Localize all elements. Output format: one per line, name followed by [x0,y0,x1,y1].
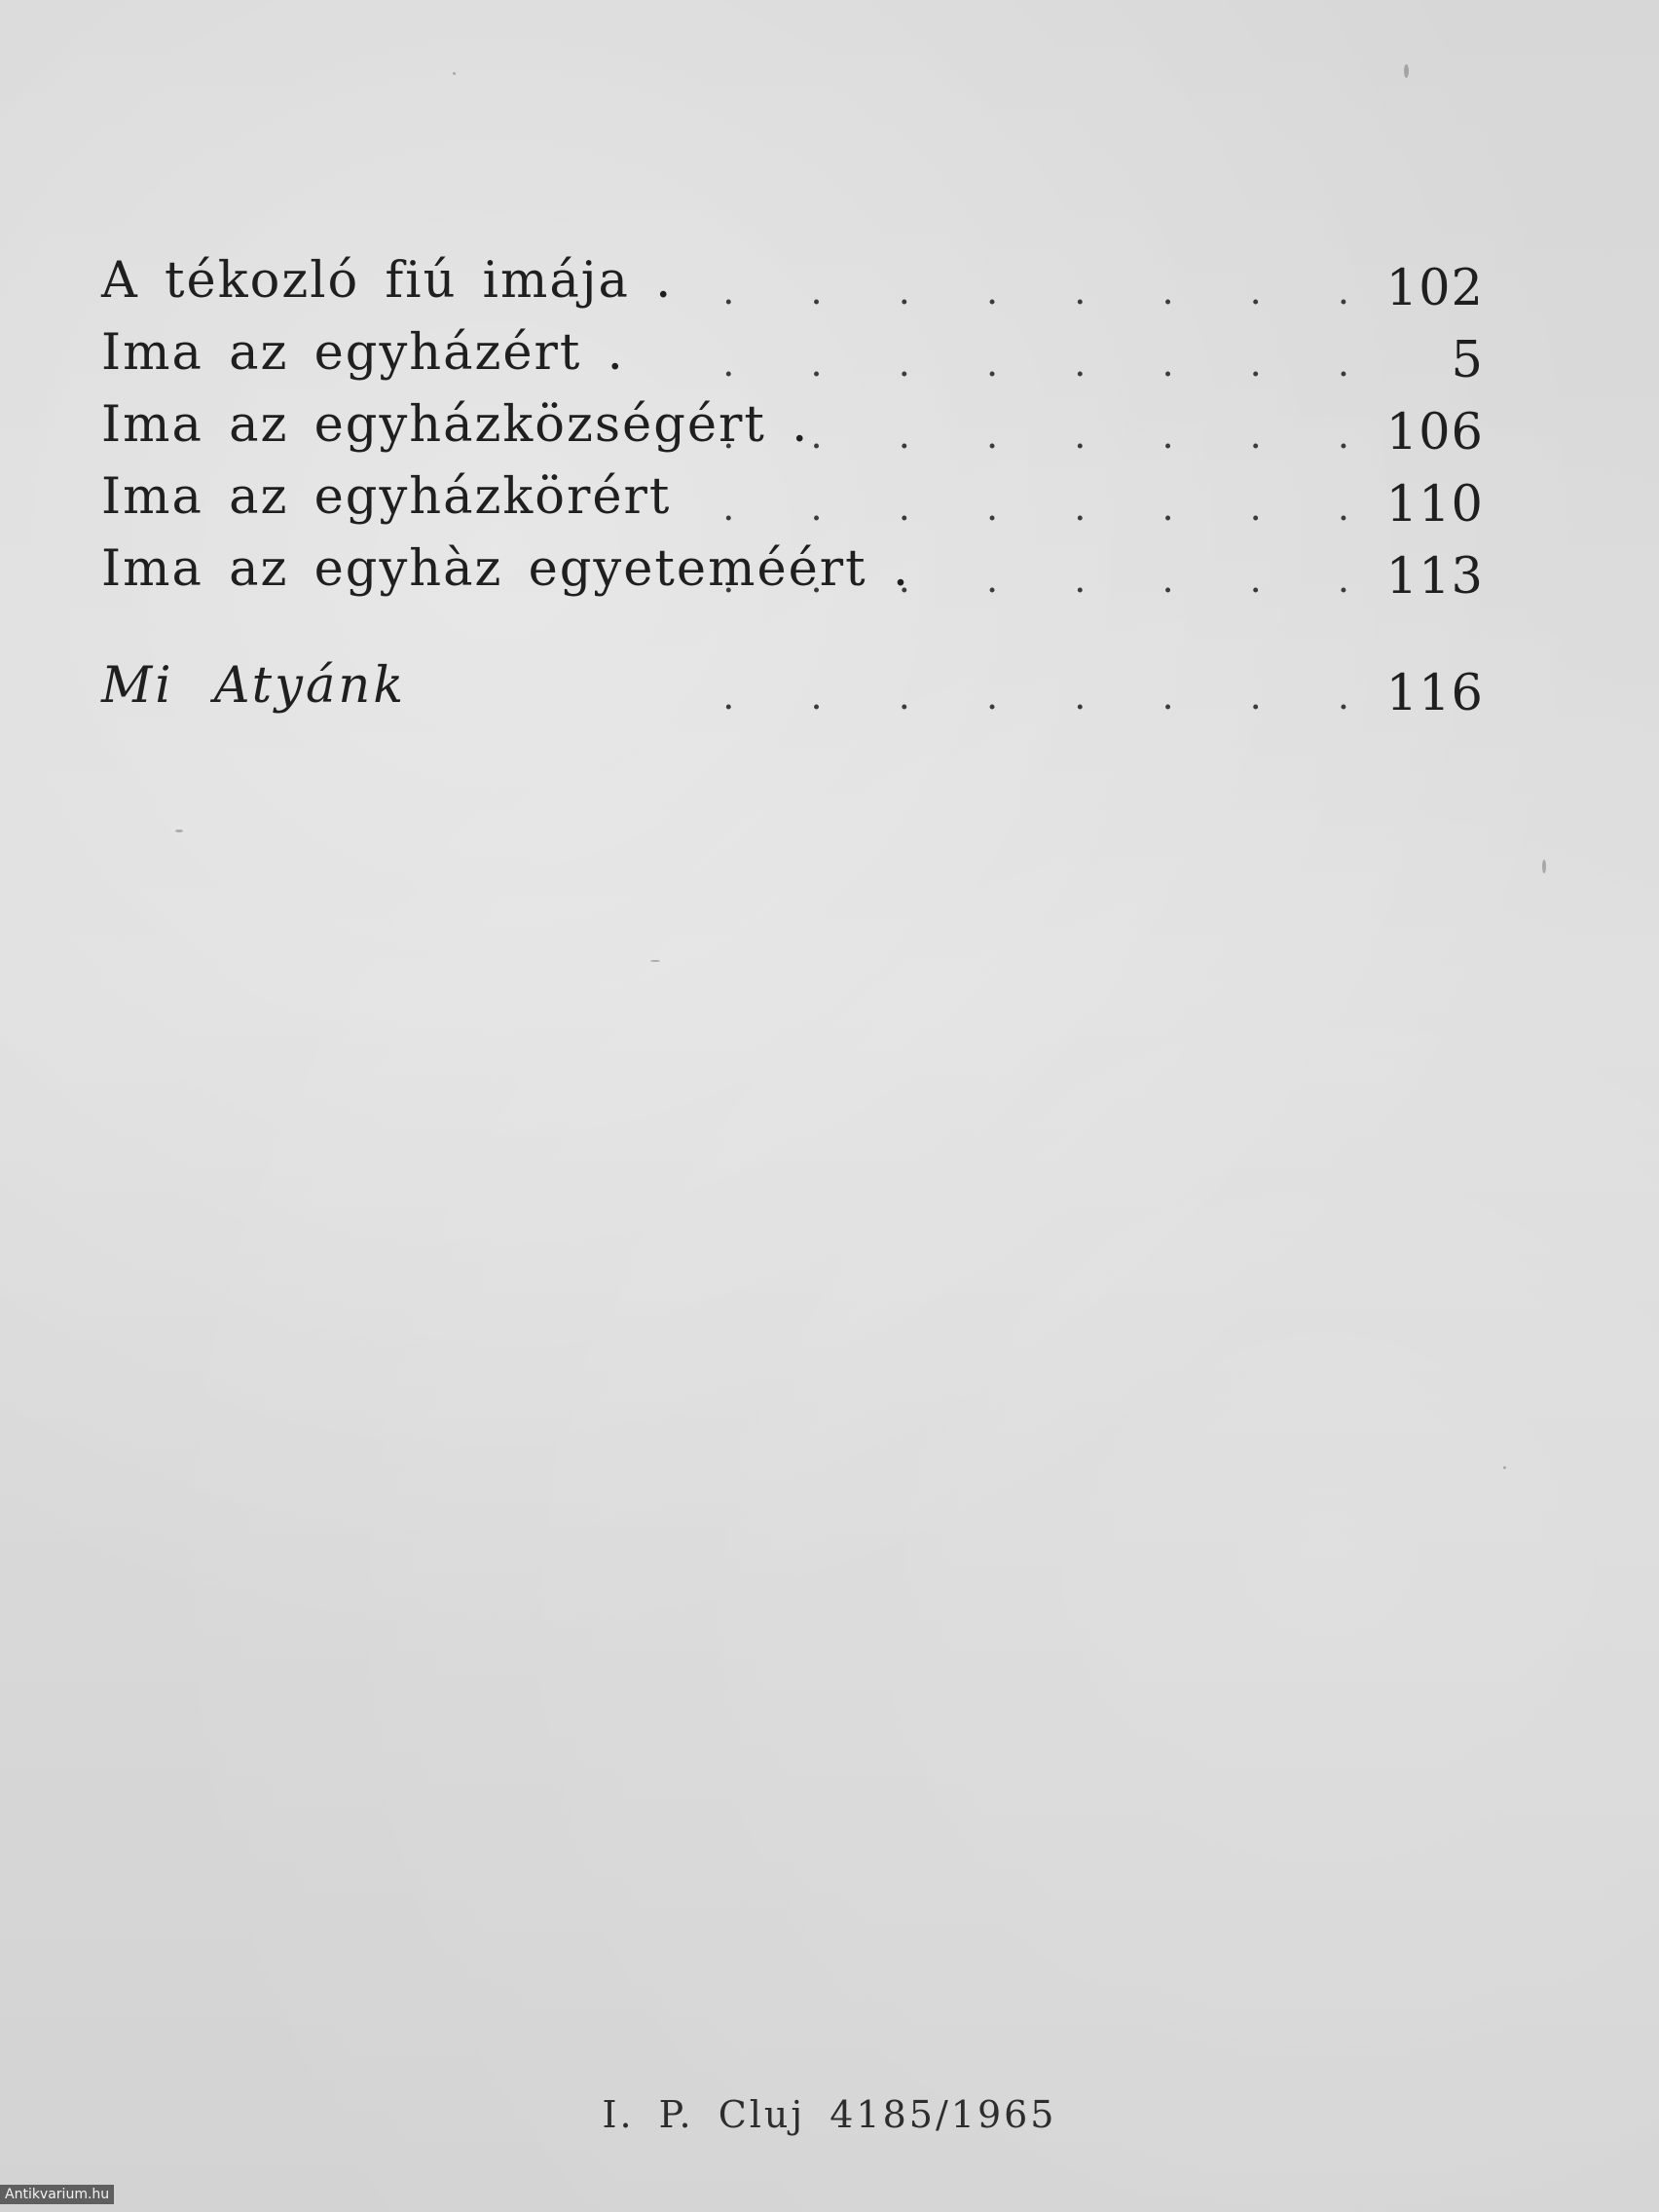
toc-entry-title: Ima az egyházkörért [101,468,672,526]
dot-leader [656,650,1367,722]
toc-entry-page-number: 110 [1385,476,1484,534]
toc-entry [101,317,1484,389]
toc-entry-title: Mi Atyánk [101,657,407,715]
toc-entry [101,534,1484,606]
toc-entry-special [101,650,1484,722]
dot-leader [656,534,1367,606]
toc-entry-page-number: 102 [1385,260,1484,317]
paper-speck [453,72,456,75]
paper-speck [650,960,660,962]
toc-entry-title: Ima az egyházközségért . [101,396,810,454]
toc-entry-title: Ima az egyhàz egyeteméért . [101,540,911,598]
toc-entry [101,389,1484,461]
toc-entry [101,245,1484,317]
toc-entry-page-number: 5 [1451,332,1484,389]
dot-leader [656,461,1367,534]
watermark-label: Antikvarium.hu [0,2185,114,2204]
toc-entry-page-number: 113 [1385,548,1484,606]
paper-speck [1404,64,1409,78]
toc-entry-page-number: 116 [1385,665,1484,722]
paper-speck [175,830,183,832]
toc-entry-title: Ima az egyházért . [101,324,625,382]
dot-leader [656,389,1367,461]
paper-speck [1503,1466,1506,1469]
printer-imprint: I. P. Cluj 4185/1965 [602,2093,1057,2136]
dot-leader [656,317,1367,389]
table-of-contents [101,245,1484,722]
toc-entry-page-number: 106 [1385,404,1484,461]
paper-speck [1542,860,1546,873]
dot-leader [656,245,1367,317]
toc-entry [101,461,1484,534]
toc-entry-title: A tékozló fiú imája . [101,252,674,310]
